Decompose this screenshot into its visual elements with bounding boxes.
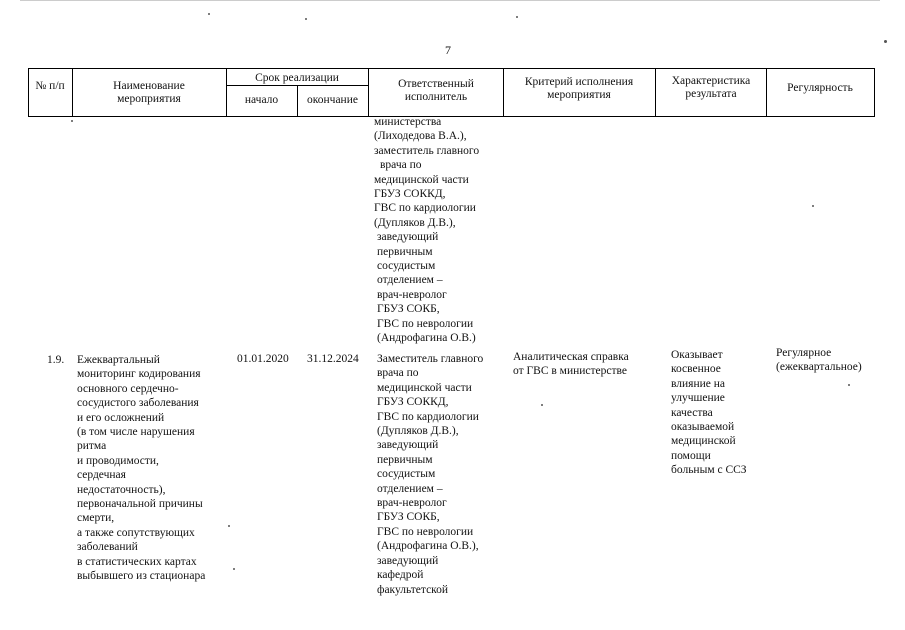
text-line: в статистических картах <box>77 555 197 568</box>
text-line: отделением – <box>377 482 443 495</box>
text-line: (Дупляков Д.В.), <box>374 216 456 229</box>
row-start-date: 01.01.2020 <box>237 353 289 365</box>
header-start: начало <box>244 94 279 106</box>
text-line: министерства <box>374 116 442 128</box>
text-line: и его осложнений <box>77 411 165 424</box>
text-line: первичным <box>377 245 433 258</box>
text-line: (Лиходедова В.А.), <box>374 130 467 143</box>
text-line: ГВС по кардиологии <box>377 410 479 423</box>
text-line: ГВС по неврологии <box>377 525 474 538</box>
text-line: ритма <box>77 440 107 453</box>
header-regularity: Регулярность <box>787 82 853 94</box>
text-line: сердечная <box>77 469 126 482</box>
text-line: косвенное <box>671 363 721 376</box>
row-name <box>77 353 229 584</box>
text-line: качества <box>671 406 713 419</box>
text-line: недостаточность), <box>77 483 166 496</box>
row-responsible <box>377 352 507 597</box>
text-line: и проводимости, <box>77 454 159 467</box>
page-number: 7 <box>445 43 451 57</box>
text-line: сосудистым <box>377 468 436 481</box>
text-line: мониторинг кодирования <box>77 368 201 381</box>
text-line: медицинской <box>671 435 736 448</box>
scan-top-edge <box>20 0 880 1</box>
text-line: влияние на <box>671 377 726 390</box>
text-line: (в том числе нарушения <box>77 426 195 439</box>
text-line: больным с ССЗ <box>671 464 747 477</box>
text-line: сосудистым <box>377 260 436 273</box>
text-line: ГБУЗ СОКБ, <box>377 303 440 316</box>
row-end-date: 31.12.2024 <box>307 353 359 365</box>
text-line: сосудистого заболевания <box>77 397 199 410</box>
text-line: ГВС по кардиологии <box>374 202 476 215</box>
text-line: ГБУЗ СОККД, <box>374 188 446 201</box>
header-responsible: Ответственный исполнитель <box>398 78 474 103</box>
text-line: заведующий <box>377 439 439 452</box>
text-line: врача по <box>380 159 422 172</box>
header-end: окончание <box>307 94 358 106</box>
text-line: (Андрофагина О.В.), <box>377 540 479 553</box>
text-line: ГВС по неврологии <box>377 317 474 330</box>
text-line: первоначальной причины <box>77 498 203 511</box>
text-line: отделением – <box>377 274 443 287</box>
text-line: ГБУЗ СОКБ, <box>377 511 440 524</box>
header-result: Характеристика результата <box>671 75 751 100</box>
text-line: заведующий <box>377 554 439 567</box>
text-line: улучшение <box>671 392 725 405</box>
header-name: Наименование мероприятия <box>113 80 185 105</box>
row-regularity <box>776 346 896 375</box>
text-line: от ГВС в министерстве <box>513 365 627 378</box>
row-criterion <box>513 350 653 379</box>
text-line: кафедрой <box>377 569 424 582</box>
header-term: Срок реализации <box>255 72 339 84</box>
text-line: Регулярное <box>776 347 832 359</box>
text-line: смерти, <box>77 512 115 525</box>
row-result <box>671 348 766 478</box>
text-line: (Дупляков Д.В.), <box>377 425 459 438</box>
text-line: оказываемой <box>671 421 735 434</box>
text-line: (ежеквартальное) <box>776 361 862 374</box>
header-num: № п/п <box>35 80 65 92</box>
text-line: заместитель главного <box>374 144 480 157</box>
text-line: ГБУЗ СОККД, <box>377 396 449 409</box>
continuation-responsible <box>374 115 504 346</box>
header-criterion: Критерий исполнения мероприятия <box>524 76 634 101</box>
text-line: Оказывает <box>671 349 723 361</box>
text-line: (Андрофагина О.В.) <box>377 332 476 345</box>
text-line: заболеваний <box>77 541 138 554</box>
text-line: врач-невролог <box>377 497 447 510</box>
text-line: первичным <box>377 453 433 466</box>
text-line: Аналитическая справка <box>513 351 629 363</box>
text-line: заведующий <box>377 231 439 244</box>
text-line: медицинской части <box>374 173 469 186</box>
text-line: а также сопутствующих <box>77 526 195 539</box>
text-line: Заместитель главного <box>377 353 484 365</box>
row-number: 1.9. <box>47 354 65 366</box>
text-line: врач-невролог <box>377 288 447 301</box>
text-line: основного сердечно- <box>77 382 179 395</box>
text-line: выбывшего из стационара <box>77 570 206 583</box>
text-line: врача по <box>377 367 419 380</box>
text-line: медицинской части <box>377 381 472 394</box>
text-line: Ежеквартальный <box>77 354 160 366</box>
text-line: факультетской <box>377 583 449 596</box>
text-line: помощи <box>671 449 711 462</box>
